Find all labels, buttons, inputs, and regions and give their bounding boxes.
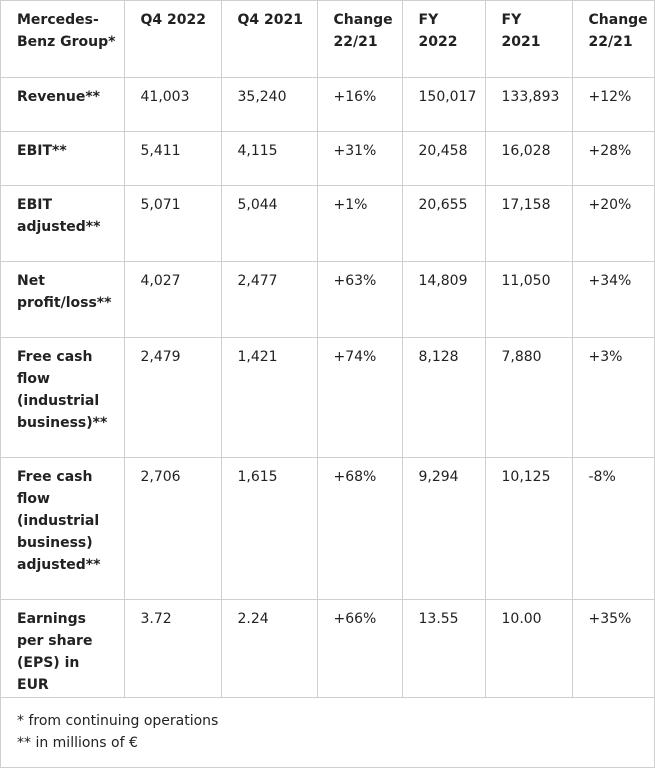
cell-fy-2021: 133,893 (485, 77, 572, 131)
footnotes (1, 698, 654, 754)
cell-change-quarter: +63% (317, 261, 402, 337)
cell-change-quarter: +68% (317, 457, 402, 599)
footnote-continuing-operations: * from continuing operations (17, 712, 219, 729)
cell-q4-2021: 5,044 (221, 185, 317, 261)
financial-results-table (1, 1, 654, 698)
cell-fy-2022: 20,458 (402, 131, 485, 185)
table-row-free-cash-flow-adjusted (1, 457, 654, 599)
cell-q4-2021: 35,240 (221, 77, 317, 131)
row-label: Revenue** (1, 77, 124, 131)
cell-q4-2021: 1,615 (221, 457, 317, 599)
cell-fy-2022: 20,655 (402, 185, 485, 261)
table-row-ebit-adjusted (1, 185, 654, 261)
cell-q4-2022: 5,071 (124, 185, 221, 261)
row-label: Net profit/loss** (1, 261, 124, 337)
cell-q4-2022: 2,706 (124, 457, 221, 599)
cell-change-quarter: +1% (317, 185, 402, 261)
row-label: Free cash flow (industrial business)** (1, 337, 124, 457)
cell-change-quarter: +31% (317, 131, 402, 185)
header-q4-2022: Q4 2022 (124, 1, 221, 77)
header-fy-2022: FY 2022 (402, 1, 485, 77)
table-row-eps (1, 599, 654, 697)
cell-change-year: +12% (572, 77, 654, 131)
cell-change-year: +28% (572, 131, 654, 185)
cell-q4-2022: 4,027 (124, 261, 221, 337)
row-label: Earnings per share (EPS) in EUR (1, 599, 124, 697)
cell-change-year: -8% (572, 457, 654, 599)
cell-change-year: +35% (572, 599, 654, 697)
cell-change-year: +20% (572, 185, 654, 261)
cell-fy-2021: 10.00 (485, 599, 572, 697)
table-row-net-profit (1, 261, 654, 337)
header-company: Mercedes-Benz Group* (1, 1, 124, 77)
table-row-revenue (1, 77, 654, 131)
cell-fy-2021: 10,125 (485, 457, 572, 599)
cell-change-quarter: +74% (317, 337, 402, 457)
cell-fy-2022: 150,017 (402, 77, 485, 131)
cell-fy-2022: 14,809 (402, 261, 485, 337)
cell-fy-2022: 9,294 (402, 457, 485, 599)
cell-q4-2022: 3.72 (124, 599, 221, 697)
cell-q4-2022: 41,003 (124, 77, 221, 131)
cell-change-year: +3% (572, 337, 654, 457)
cell-q4-2021: 1,421 (221, 337, 317, 457)
header-change-quarter: Change 22/21 (317, 1, 402, 77)
header-fy-2021: FY 2021 (485, 1, 572, 77)
cell-q4-2021: 2.24 (221, 599, 317, 697)
cell-fy-2021: 11,050 (485, 261, 572, 337)
header-change-year: Change 22/21 (572, 1, 654, 77)
cell-q4-2022: 5,411 (124, 131, 221, 185)
table-header-row (1, 1, 654, 77)
row-label: EBIT adjusted** (1, 185, 124, 261)
cell-change-year: +34% (572, 261, 654, 337)
cell-fy-2022: 8,128 (402, 337, 485, 457)
cell-fy-2021: 7,880 (485, 337, 572, 457)
footnote-currency-unit: ** in millions of € (17, 734, 138, 751)
cell-fy-2022: 13.55 (402, 599, 485, 697)
table-row-free-cash-flow (1, 337, 654, 457)
cell-fy-2021: 17,158 (485, 185, 572, 261)
cell-fy-2021: 16,028 (485, 131, 572, 185)
table-row-ebit (1, 131, 654, 185)
row-label: EBIT** (1, 131, 124, 185)
cell-change-quarter: +16% (317, 77, 402, 131)
row-label: Free cash flow (industrial business) adjusted** (1, 457, 124, 599)
cell-q4-2021: 4,115 (221, 131, 317, 185)
cell-q4-2022: 2,479 (124, 337, 221, 457)
header-q4-2021: Q4 2021 (221, 1, 317, 77)
cell-q4-2021: 2,477 (221, 261, 317, 337)
cell-change-quarter: +66% (317, 599, 402, 697)
